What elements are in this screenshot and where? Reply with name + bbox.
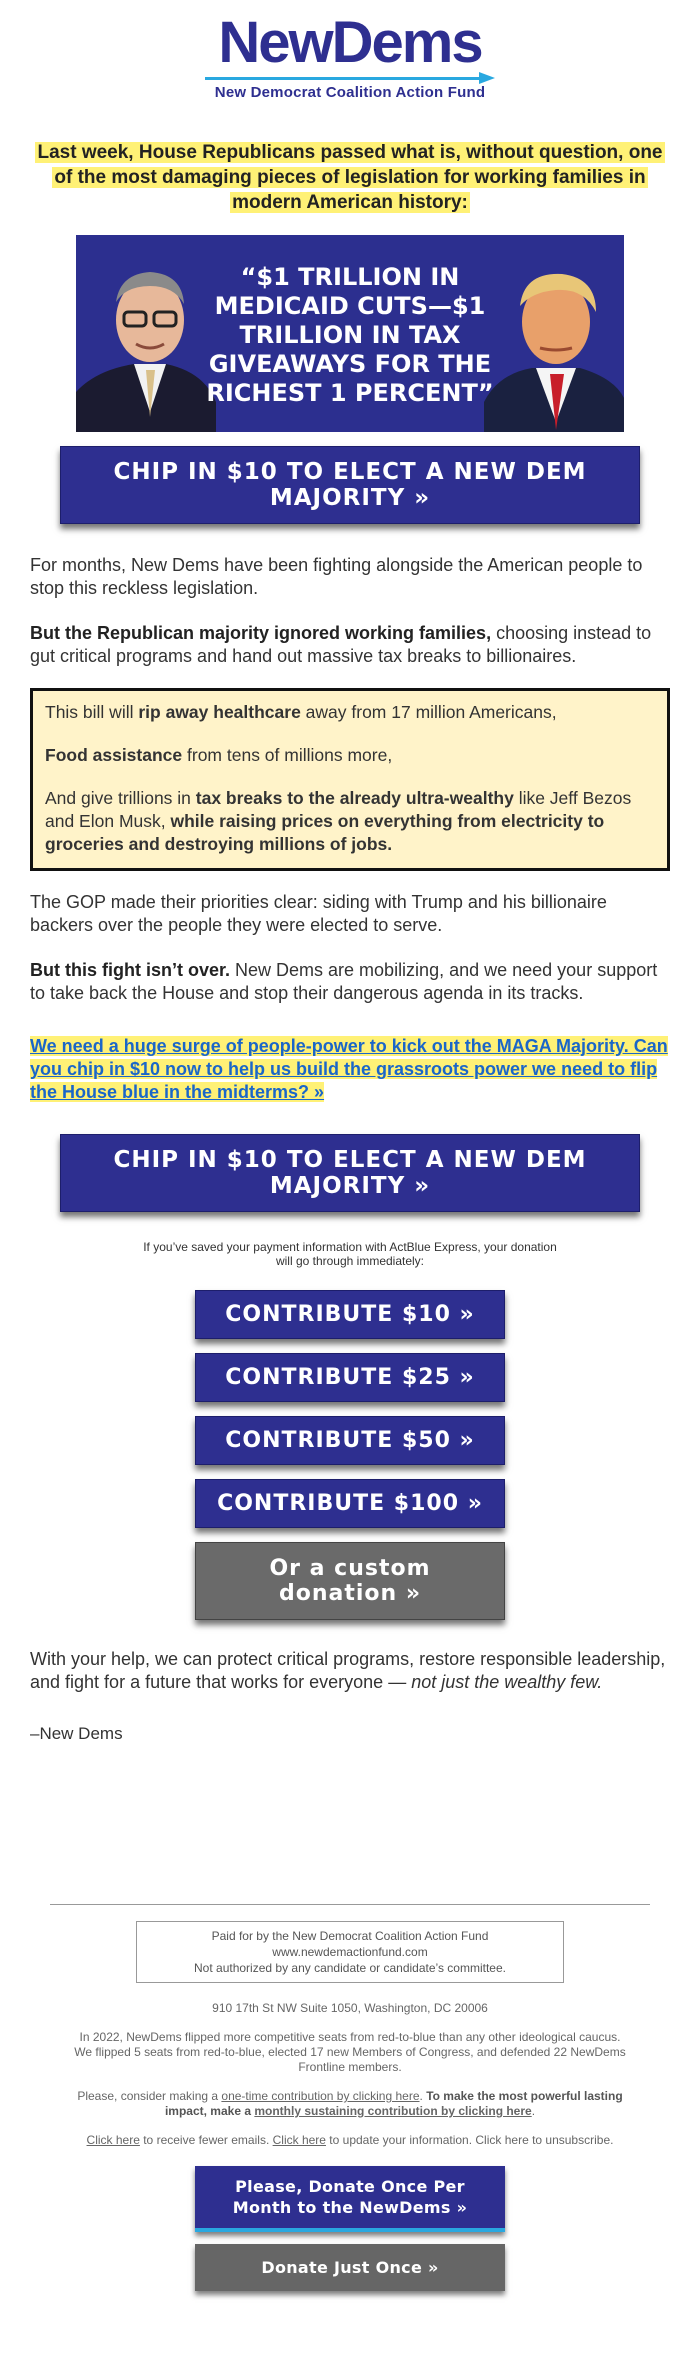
box-bold: Food assistance [45, 745, 183, 765]
box-text: This bill will [45, 702, 139, 722]
logo-subtitle: New Democrat Coalition Action Fund [214, 84, 486, 101]
chip-in-top-button[interactable]: CHIP IN $10 TO ELECT A NEW DEM MAJORITY » [60, 446, 640, 524]
not-authorized-text: Not authorized by any candidate or candidate’s committee. [194, 1961, 506, 1975]
donation-buttons [30, 1290, 670, 1620]
chip-in-link-paragraph [30, 1035, 670, 1104]
consider-text: . [531, 2104, 536, 2118]
custom-donation-button[interactable]: Or a custom donation » [195, 1542, 505, 1620]
website-text[interactable]: www.newdemactionfund.com [272, 1945, 428, 1959]
bill-impact-box [30, 688, 670, 871]
box-text: like Jeff Bezos and Elon Musk, [45, 788, 632, 831]
paragraph-ignored-rest: choosing instead to gut critical programs and hand out massive tax breaks to billionaires. [30, 623, 652, 666]
one-time-contribution-link[interactable]: one-time contribution by clicking here [221, 2089, 420, 2103]
footer-divider [50, 1904, 650, 1905]
box-line-food [45, 744, 655, 767]
chip-in-middle-button[interactable]: CHIP IN $10 TO ELECT A NEW DEM MAJORITY » [60, 1134, 640, 1212]
speaker-portrait-icon [76, 252, 216, 432]
paragraph-not-over-bold: But this fight isn’t over. [30, 960, 231, 980]
hero-quote: “$1 TRILLION IN MEDICAID CUTS—$1 TRILLION IN TAX GIVEAWAYS FOR THE RICHEST 1 PERCENT” [206, 263, 494, 407]
logo-wordmark: NewDems [218, 10, 482, 75]
paragraph-fighting: For months, New Dems have been fighting alongside the American people to stop this reckless legislation. [30, 555, 643, 598]
paragraph-not-over [30, 959, 670, 1005]
closing-italic: not just the wealthy few. [411, 1672, 603, 1692]
monthly-contribution-link[interactable]: monthly sustaining contribution by clicking here [254, 2104, 532, 2118]
box-bold: rip away healthcare [138, 702, 301, 722]
box-bold: while raising prices on everything from electricity to groceries and destroying millions of jobs. [45, 811, 605, 854]
paragraph-priorities: The GOP made their priorities clear: siding with Trump and his billionaire backers over the people they were elected to serve. [30, 892, 607, 935]
paragraph-ignored [30, 622, 670, 668]
box-text: from tens of millions more, [182, 745, 393, 765]
consider-bold: To make the most powerful lasting impact, make a [164, 2089, 623, 2118]
logo-arrow-icon [205, 74, 495, 82]
update-info-link[interactable]: Click here [272, 2133, 326, 2147]
contribute-50-button[interactable]: CONTRIBUTE $50 » [195, 1416, 505, 1465]
footer-record: In 2022, NewDems flipped more competitive seats from red-to-blue than any other ideological caucus. We flipped 5 seats from red-to-blue, elected 17 new Members of Congress, and defended 22 NewDems Frontline members. [74, 2030, 626, 2074]
paragraph-not-over-rest: New Dems are mobilizing, and we need your support to take back the House and stop their dangerous agenda in its tracks. [30, 960, 658, 1003]
footer-address: 910 17th St NW Suite 1050, Washington, DC 20006 [212, 2001, 488, 2015]
box-bold: tax breaks to the already ultra-wealthy [195, 788, 514, 808]
contribute-100-button[interactable]: CONTRIBUTE $100 » [195, 1479, 505, 1528]
footer-consider [70, 2089, 630, 2119]
closing-text: With your help, we can protect critical programs, restore responsible leadership, and fight for a future that works for everyone — [30, 1649, 666, 1692]
paid-for-box [136, 1921, 564, 1983]
contribute-25-button[interactable]: CONTRIBUTE $25 » [195, 1353, 505, 1402]
contribute-10-button[interactable]: CONTRIBUTE $10 » [195, 1290, 505, 1339]
paragraph-ignored-bold: But the Republican majority ignored working families, [30, 623, 492, 643]
email-container [30, 0, 670, 2291]
fewer-emails-text: to receive fewer emails. [139, 2133, 273, 2147]
trump-portrait-icon [484, 252, 624, 432]
signature: –New Dems [30, 1724, 123, 1743]
consider-text: . [419, 2089, 427, 2103]
actblue-express-note: If you’ve saved your payment information with ActBlue Express, your donation will go through immediately: [143, 1240, 557, 1268]
newdems-logo[interactable] [30, 0, 670, 106]
fewer-emails-link[interactable]: Click here [86, 2133, 140, 2147]
closing-paragraph [30, 1648, 670, 1694]
box-line-tax [45, 787, 655, 856]
intro-headline [30, 140, 670, 215]
consider-text: Please, consider making a [77, 2089, 222, 2103]
paid-by-text: Paid for by the New Democrat Coalition Action Fund [211, 1929, 489, 1943]
box-text: away from 17 million Americans, [300, 702, 557, 722]
hero-banner[interactable] [76, 235, 624, 432]
footer-preferences [50, 2133, 650, 2148]
donate-once-button[interactable]: Donate Just Once » [195, 2244, 505, 2291]
box-line-healthcare [45, 701, 655, 724]
intro-text: Last week, House Republicans passed what is, without question, one of the most damaging pieces of legislation for working families in modern American history: [37, 142, 663, 213]
unsubscribe-text[interactable]: to update your information. Click here to unsubscribe. [325, 2133, 614, 2147]
monthly-donate-button[interactable]: Please, Donate Once Per Month to the NewDems » [195, 2166, 505, 2232]
box-text: And give trillions in [45, 788, 196, 808]
chip-in-link[interactable]: We need a huge surge of people-power to kick out the MAGA Majority. Can you chip in $10 now to help us build the grassroots power we need to flip the House blue in the midterms? » [30, 1036, 668, 1102]
